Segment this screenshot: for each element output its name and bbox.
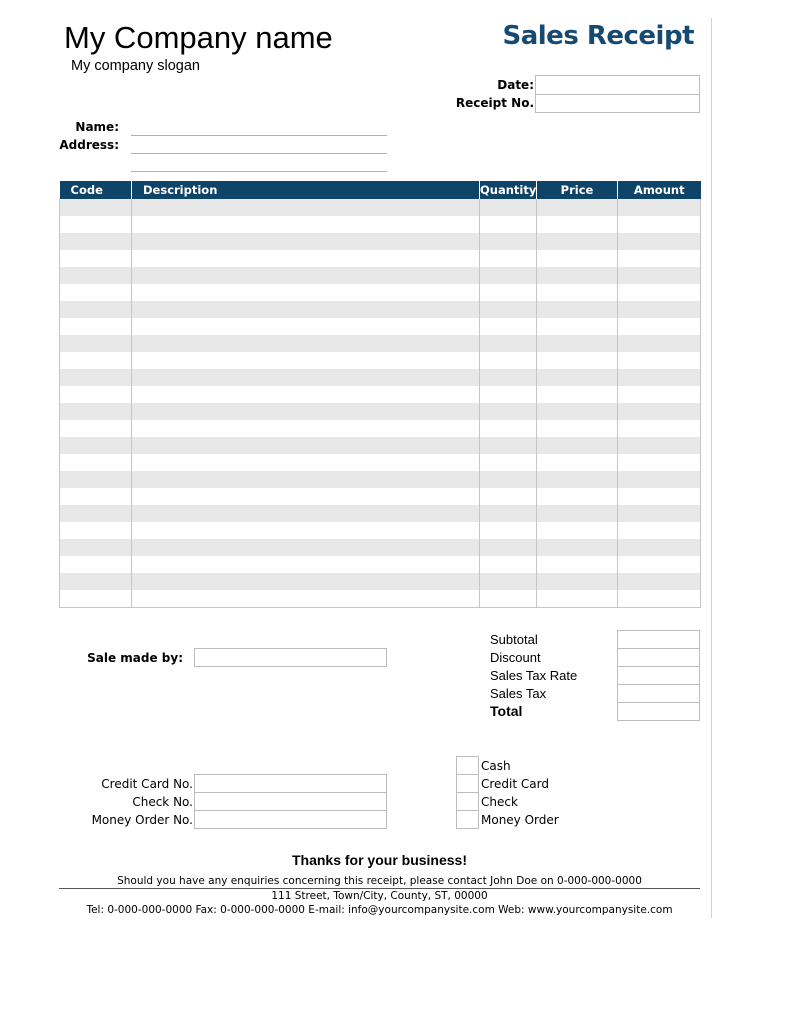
subtotal-field[interactable] — [617, 630, 700, 649]
cell-quantity[interactable] — [480, 573, 537, 590]
money-order-no-label: Money Order No. — [91, 813, 193, 827]
cell-quantity[interactable] — [480, 522, 537, 539]
money-order-checkbox[interactable] — [456, 810, 479, 829]
cell-description[interactable] — [132, 352, 480, 369]
cell-price[interactable] — [537, 386, 618, 403]
sale-made-by-label: Sale made by: — [87, 651, 183, 665]
cell-price[interactable] — [537, 335, 618, 352]
cell-amount[interactable] — [618, 386, 701, 403]
cell-price[interactable] — [537, 301, 618, 318]
cell-quantity[interactable] — [480, 505, 537, 522]
cash-label: Cash — [481, 759, 511, 773]
cell-price[interactable] — [537, 505, 618, 522]
cell-code[interactable] — [60, 590, 132, 608]
company-name: My Company name — [64, 20, 333, 55]
enquiries-text: Should you have any enquiries concerning this receipt, please contact John Doe on 0-000-000-0000 — [117, 875, 642, 887]
table-row — [60, 335, 701, 352]
cell-description[interactable] — [132, 590, 480, 608]
cell-quantity[interactable] — [480, 199, 537, 216]
address-line-1[interactable] — [131, 153, 387, 154]
cell-description[interactable] — [132, 369, 480, 386]
cell-quantity[interactable] — [480, 471, 537, 488]
cell-price[interactable] — [537, 369, 618, 386]
cell-quantity[interactable] — [480, 369, 537, 386]
cell-code[interactable] — [60, 471, 132, 488]
cell-code[interactable] — [60, 199, 132, 216]
cell-amount[interactable] — [618, 250, 701, 267]
cell-amount[interactable] — [618, 590, 701, 608]
tax-rate-label: Sales Tax Rate — [490, 668, 578, 683]
cell-description[interactable] — [132, 284, 480, 301]
cell-description[interactable] — [132, 454, 480, 471]
cell-quantity[interactable] — [480, 250, 537, 267]
credit-card-label: Credit Card — [481, 777, 549, 791]
table-header-row — [60, 181, 701, 199]
cell-description[interactable] — [132, 488, 480, 505]
cell-price[interactable] — [537, 250, 618, 267]
cell-code[interactable] — [60, 233, 132, 250]
tax-rate-field[interactable] — [617, 666, 700, 685]
items-table — [59, 181, 701, 608]
thanks-message: Thanks for your business! — [291, 852, 468, 868]
cell-code[interactable] — [60, 539, 132, 556]
cell-amount[interactable] — [618, 539, 701, 556]
table-row — [60, 216, 701, 233]
table-row — [60, 284, 701, 301]
cell-code[interactable] — [60, 301, 132, 318]
cell-amount[interactable] — [618, 318, 701, 335]
receipt-no-label: Receipt No. — [455, 96, 534, 110]
cell-price[interactable] — [537, 284, 618, 301]
cell-code[interactable] — [60, 335, 132, 352]
cell-price[interactable] — [537, 488, 618, 505]
cell-price[interactable] — [537, 199, 618, 216]
cell-description[interactable] — [132, 216, 480, 233]
cell-quantity[interactable] — [480, 386, 537, 403]
cell-price[interactable] — [537, 352, 618, 369]
company-contact: Tel: 0-000-000-0000 Fax: 0-000-000-0000 E-mail: info@yourcompanysite.com Web: www.yourcompanysite.com — [86, 904, 673, 916]
cell-description[interactable] — [132, 573, 480, 590]
receipt-no-field[interactable] — [535, 94, 700, 113]
cell-description[interactable] — [132, 505, 480, 522]
col-amount: Amount — [618, 181, 701, 199]
cell-code[interactable] — [60, 522, 132, 539]
cell-price[interactable] — [537, 590, 618, 608]
credit-card-checkbox[interactable] — [456, 774, 479, 793]
cell-price[interactable] — [537, 556, 618, 573]
cell-quantity[interactable] — [480, 233, 537, 250]
col-quantity: Quantity — [480, 183, 537, 197]
cell-price[interactable] — [537, 216, 618, 233]
cell-price[interactable] — [537, 233, 618, 250]
discount-label: Discount — [490, 650, 541, 665]
cell-code[interactable] — [60, 420, 132, 437]
cell-amount[interactable] — [618, 420, 701, 437]
cell-code[interactable] — [60, 216, 132, 233]
cell-quantity[interactable] — [480, 454, 537, 471]
credit-card-no-field[interactable] — [194, 774, 387, 793]
cell-price[interactable] — [537, 471, 618, 488]
cell-quantity[interactable] — [480, 420, 537, 437]
cell-price[interactable] — [537, 573, 618, 590]
table-row — [60, 403, 701, 420]
cell-amount[interactable] — [618, 403, 701, 420]
cell-code[interactable] — [60, 386, 132, 403]
money-order-label: Money Order — [481, 813, 559, 827]
cell-code[interactable] — [60, 403, 132, 420]
col-code: Code — [60, 181, 132, 199]
cell-amount[interactable] — [618, 505, 701, 522]
cell-description[interactable] — [132, 301, 480, 318]
tax-label: Sales Tax — [490, 686, 547, 701]
table-row — [60, 556, 701, 573]
cell-price[interactable] — [537, 403, 618, 420]
cell-quantity[interactable] — [480, 488, 537, 505]
address-label: Address: — [59, 138, 119, 152]
table-row — [60, 352, 701, 369]
cell-code[interactable] — [60, 284, 132, 301]
cell-code[interactable] — [60, 250, 132, 267]
cell-quantity[interactable] — [480, 352, 537, 369]
cell-code[interactable] — [60, 352, 132, 369]
cell-amount[interactable] — [618, 454, 701, 471]
cell-description[interactable] — [132, 233, 480, 250]
cell-price[interactable] — [537, 522, 618, 539]
total-label: Total — [490, 703, 523, 719]
company-slogan: My company slogan — [71, 58, 200, 74]
cell-description[interactable] — [132, 267, 480, 284]
address-line-2[interactable] — [131, 171, 387, 172]
date-label: Date: — [497, 78, 534, 92]
check-no-field[interactable] — [194, 792, 387, 811]
cell-amount[interactable] — [618, 301, 701, 318]
subtotal-label: Subtotal — [490, 632, 538, 647]
cell-quantity[interactable] — [480, 556, 537, 573]
cell-quantity[interactable] — [480, 335, 537, 352]
cell-amount[interactable] — [618, 471, 701, 488]
table-row — [60, 573, 701, 590]
cell-description[interactable] — [132, 539, 480, 556]
cell-quantity[interactable] — [480, 301, 537, 318]
cell-amount[interactable] — [618, 522, 701, 539]
cell-code[interactable] — [60, 505, 132, 522]
date-field[interactable] — [535, 75, 700, 95]
cell-description[interactable] — [132, 437, 480, 454]
cell-code[interactable] — [60, 556, 132, 573]
page-edge — [711, 18, 712, 918]
sale-made-by-field[interactable] — [194, 648, 387, 667]
cell-code[interactable] — [60, 318, 132, 335]
table-row — [60, 522, 701, 539]
cell-quantity[interactable] — [480, 267, 537, 284]
table-row — [60, 386, 701, 403]
cell-quantity[interactable] — [480, 318, 537, 335]
credit-card-no-label: Credit Card No. — [101, 777, 193, 791]
cell-code[interactable] — [60, 267, 132, 284]
table-row — [60, 301, 701, 318]
table-row — [60, 590, 701, 608]
cell-code[interactable] — [60, 454, 132, 471]
cell-price[interactable] — [537, 420, 618, 437]
cell-description[interactable] — [132, 522, 480, 539]
cell-quantity[interactable] — [480, 216, 537, 233]
cell-amount[interactable] — [618, 437, 701, 454]
table-row — [60, 471, 701, 488]
col-description: Description — [132, 181, 480, 199]
col-price: Price — [537, 181, 618, 199]
cell-price[interactable] — [537, 267, 618, 284]
cell-amount[interactable] — [618, 488, 701, 505]
check-no-label: Check No. — [132, 795, 193, 809]
cell-amount[interactable] — [618, 352, 701, 369]
cell-amount[interactable] — [618, 199, 701, 216]
name-field[interactable] — [131, 135, 387, 136]
cell-code[interactable] — [60, 437, 132, 454]
cell-code[interactable] — [60, 573, 132, 590]
cell-amount[interactable] — [618, 556, 701, 573]
cell-description[interactable] — [132, 420, 480, 437]
cell-description[interactable] — [132, 199, 480, 216]
table-row — [60, 454, 701, 471]
cell-amount[interactable] — [618, 233, 701, 250]
check-label: Check — [481, 795, 518, 809]
company-address: 111 Street, Town/City, County, ST, 00000 — [271, 890, 488, 902]
check-checkbox[interactable] — [456, 792, 479, 811]
table-row — [60, 369, 701, 386]
cell-quantity[interactable] — [480, 437, 537, 454]
cell-description[interactable] — [132, 250, 480, 267]
cash-checkbox[interactable] — [456, 756, 479, 775]
table-row — [60, 539, 701, 556]
table-row — [60, 267, 701, 284]
cell-quantity[interactable] — [480, 590, 537, 608]
cell-amount[interactable] — [618, 267, 701, 284]
cell-description[interactable] — [132, 471, 480, 488]
cell-description[interactable] — [132, 335, 480, 352]
cell-quantity[interactable] — [480, 403, 537, 420]
name-label: Name: — [75, 120, 119, 134]
footer-divider — [59, 888, 700, 889]
table-row — [60, 505, 701, 522]
cell-price[interactable] — [537, 437, 618, 454]
cell-quantity[interactable] — [480, 284, 537, 301]
table-row — [60, 233, 701, 250]
cell-amount[interactable] — [618, 369, 701, 386]
cell-amount[interactable] — [618, 216, 701, 233]
table-row — [60, 420, 701, 437]
table-row — [60, 488, 701, 505]
cell-description[interactable] — [132, 318, 480, 335]
table-row — [60, 318, 701, 335]
cell-description[interactable] — [132, 386, 480, 403]
cell-price[interactable] — [537, 454, 618, 471]
table-row — [60, 199, 701, 216]
cell-code[interactable] — [60, 369, 132, 386]
cell-quantity[interactable] — [480, 539, 537, 556]
cell-price[interactable] — [537, 539, 618, 556]
tax-field[interactable] — [617, 684, 700, 703]
money-order-no-field[interactable] — [194, 810, 387, 829]
cell-amount[interactable] — [618, 335, 701, 352]
cell-price[interactable] — [537, 318, 618, 335]
table-row — [60, 437, 701, 454]
total-field[interactable] — [617, 702, 700, 721]
table-row — [60, 250, 701, 267]
cell-amount[interactable] — [618, 573, 701, 590]
cell-code[interactable] — [60, 488, 132, 505]
cell-amount[interactable] — [618, 284, 701, 301]
cell-description[interactable] — [132, 556, 480, 573]
cell-description[interactable] — [132, 403, 480, 420]
discount-field[interactable] — [617, 648, 700, 667]
document-title: Sales Receipt — [502, 21, 694, 51]
